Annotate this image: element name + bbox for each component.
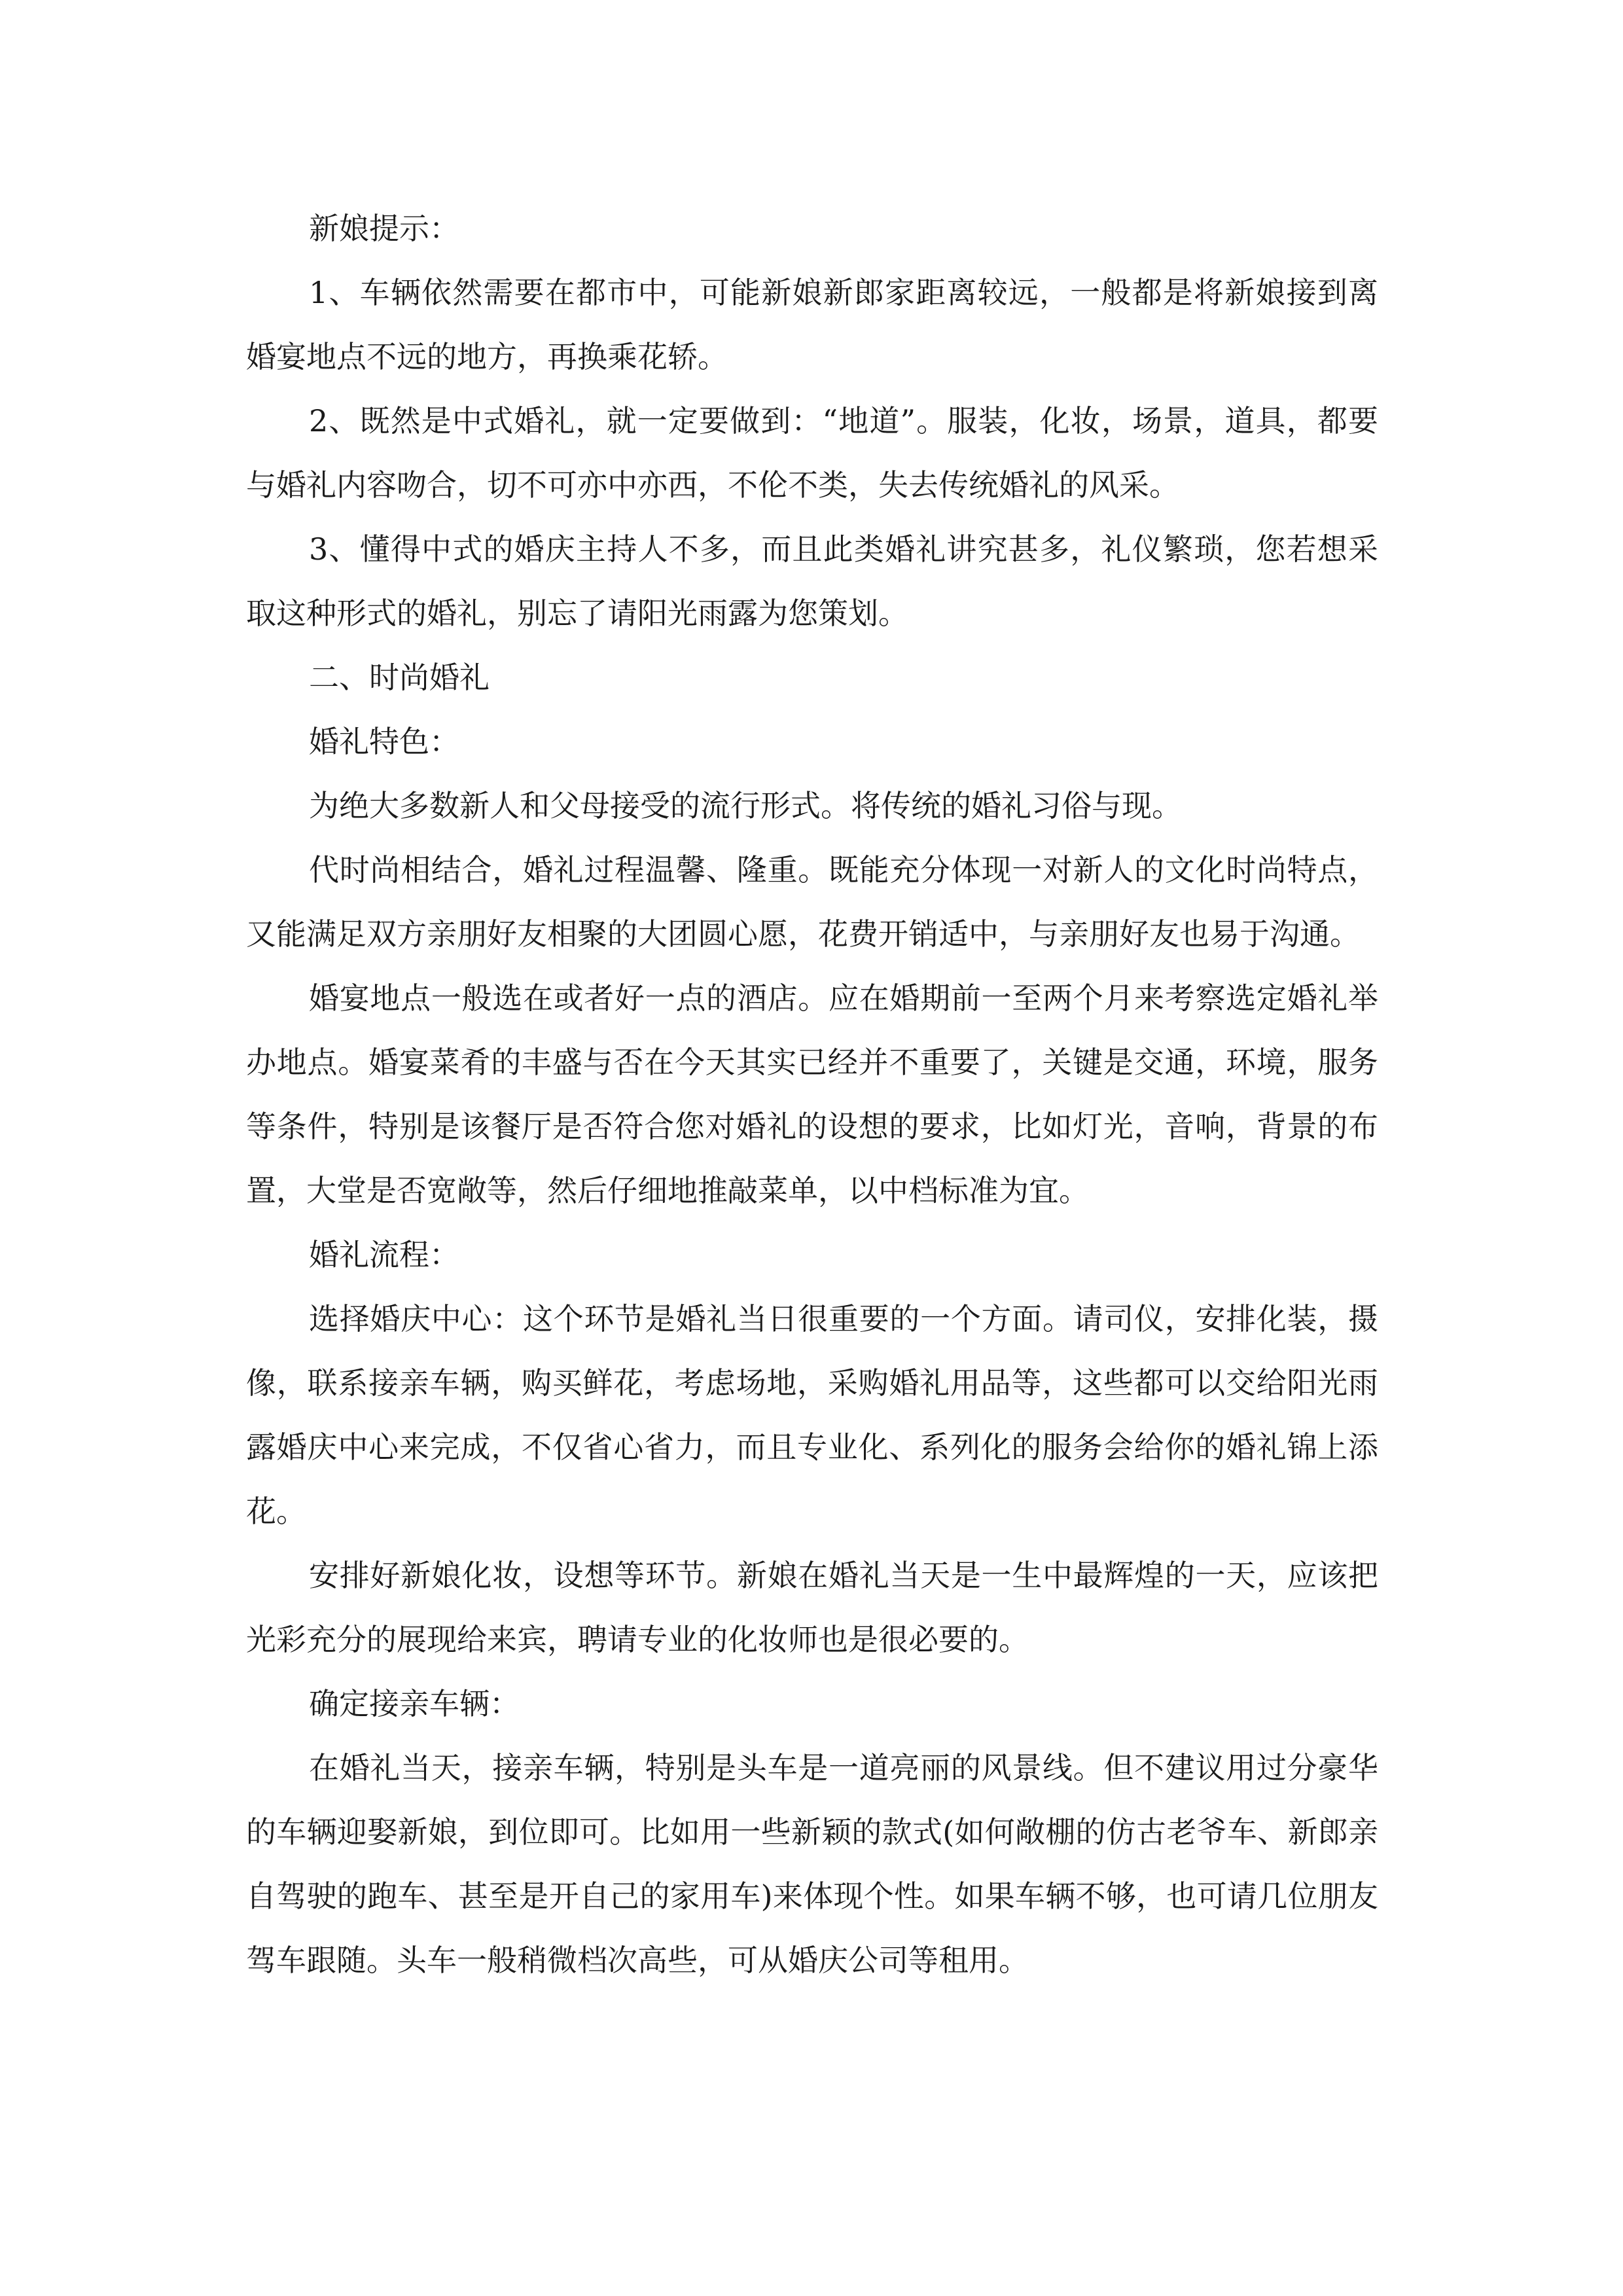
document-body: [246, 196, 1378, 1992]
paragraph-choose-wedding-center: 选择婚庆中心：这个环节是婚礼当日很重要的一个方面。请司仪，安排化装，摄像，联系接亲车辆，购买鲜花，考虑场地，采购婚礼用品等，这些都可以交给阳光雨露婚庆中心来完成，不仅省心省力，而且专业化、系列化的服务会给你的婚礼锦上添花。: [246, 1301, 1378, 1529]
paragraph-modern-combination: 代时尚相结合，婚礼过程温馨、隆重。既能充分体现一对新人的文化时尚特点，又能满足双方亲朋好友相聚的大团圆心愿，花费开销适中，与亲朋好友也易于沟通。: [246, 852, 1378, 952]
paragraph-tip-1: 1、车辆依然需要在都市中，可能新娘新郎家距离较远，一般都是将新娘接到离婚宴地点不远的地方，再换乘花轿。: [246, 275, 1378, 374]
paragraph-bride-tips-heading: 新娘提示：: [309, 211, 459, 246]
paragraph-bride-makeup: 安排好新娘化妆，设想等环节。新娘在婚礼当天是一生中最辉煌的一天，应该把光彩充分的展现给来宾，聘请专业的化妆师也是很必要的。: [246, 1558, 1378, 1657]
paragraph-tip-3: 3、懂得中式的婚庆主持人不多，而且此类婚礼讲究甚多，礼仪繁琐，您若想采取这种形式的婚礼，别忘了请阳光雨露为您策划。: [246, 531, 1378, 631]
paragraph-banquet-venue: 婚宴地点一般选在或者好一点的酒店。应在婚期前一至两个月来考察选定婚礼举办地点。婚宴菜肴的丰盛与否在今天其实已经并不重要了，关键是交通，环境，服务等条件，特别是该餐厅是否符合您对婚礼的设想的要求，比如灯光，音响，背景的布置，大堂是否宽敞等，然后仔细地推敲菜单，以中档标准为宜。: [246, 980, 1378, 1208]
paragraph-wedding-cars-heading: 确定接亲车辆：: [309, 1686, 520, 1721]
paragraph-popular-form: 为绝大多数新人和父母接受的流行形式。将传统的婚礼习俗与现。: [309, 788, 1182, 823]
paragraph-wedding-cars: 在婚礼当天，接亲车辆，特别是头车是一道亮丽的风景线。但不建议用过分豪华的车辆迎娶新娘，到位即可。比如用一些新颖的款式(如何敞棚的仿古老爷车、新郎亲自驾驶的跑车、甚至是开自己的家用车)来体现个性。如果车辆不够，也可请几位朋友驾车跟随。头车一般稍微档次高些，可从婚庆公司等租用。: [246, 1750, 1378, 1978]
paragraph-wedding-process-heading: 婚礼流程：: [309, 1237, 459, 1272]
paragraph-tip-2: 2、既然是中式婚礼，就一定要做到：“地道”。服装，化妆，场景，道具，都要与婚礼内容吻合，切不可亦中亦西，不伦不类，失去传统婚礼的风采。: [246, 403, 1378, 503]
paragraph-wedding-features-heading: 婚礼特色：: [309, 724, 459, 759]
section-heading-modern-wedding: 二、时尚婚礼: [309, 660, 490, 695]
